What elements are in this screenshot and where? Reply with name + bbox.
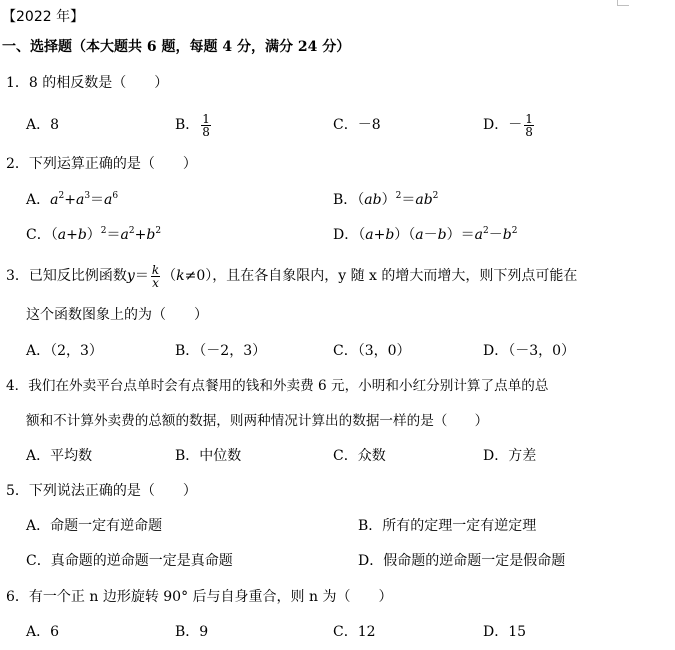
option-d: D．$(a+b)(a-b)=a^2-b^2$: [333, 226, 518, 243]
option-b: B．9: [175, 624, 209, 640]
question-2-options-row2: [0, 222, 675, 248]
option-b: B． $\frac{1}{8}$: [175, 111, 210, 139]
question-6: [0, 584, 675, 610]
question-4-stem-line2: 额和不计算外卖费的总额的数据，则两种情况计算出的数据一样的是（ ）: [26, 413, 489, 429]
question-2-stem: 2．下列运算正确的是（ ）: [6, 156, 197, 172]
section-title: 一、选择题（本大题共 6 题，每题 4 分，满分 24 分）: [2, 39, 351, 55]
question-4-options: [0, 443, 675, 469]
option-d: D．－ $\frac{1}{8}$: [483, 111, 533, 139]
option-b: B．中位数: [175, 448, 242, 464]
question-6-stem: 6．有一个正 n 边形旋转 90° 后与自身重合，则 n 为（ ）: [6, 589, 393, 605]
question-3-line2: [0, 302, 675, 328]
question-2: [0, 151, 675, 177]
crop-mark: [617, 5, 629, 6]
option-a: A．命题一定有逆命题: [26, 518, 163, 534]
option-a: A．平均数: [26, 448, 93, 464]
question-5-options-row2: [0, 548, 675, 574]
question-4-line2: [0, 408, 675, 434]
option-c: C．众数: [333, 448, 386, 464]
option-a: A．6: [26, 624, 60, 640]
question-1-stem: 1．8 的相反数是（ ）: [6, 75, 169, 91]
question-3-stem-line2: 这个函数图象上的为（ ）: [26, 307, 208, 323]
question-3: [0, 260, 675, 292]
option-c: C．（3，0）: [333, 343, 411, 359]
option-c: C．$(a+b)^2=a^2+b^2$: [26, 226, 162, 243]
question-6-options: [0, 619, 675, 645]
option-c: C．12: [333, 624, 376, 640]
option-d: D．15: [483, 624, 527, 640]
question-4-stem-line1: 4．我们在外卖平台点单时会有点餐用的钱和外卖费 6 元，小明和小红分别计算了点单的总: [6, 378, 549, 394]
option-a: A．8: [26, 117, 60, 133]
option-a: A．（2，3）: [26, 343, 103, 359]
fraction: $\frac{1}{8}$: [525, 111, 533, 139]
question-2-options-row1: [0, 187, 675, 213]
question-5-options-row1: [0, 513, 675, 539]
question-5: [0, 478, 675, 504]
question-1: [0, 70, 675, 96]
option-d: D．假命题的逆命题一定是假命题: [358, 553, 566, 569]
option-b: B．$(ab)^2=ab^2$: [333, 191, 439, 208]
option-a: A．$a^2+a^3=a^6$: [26, 191, 119, 208]
question-4: [0, 373, 675, 399]
question-5-stem: 5．下列说法正确的是（ ）: [6, 483, 197, 499]
option-c: C．－8: [333, 117, 381, 133]
question-3-stem: 3．已知反比例函数y＝ $\frac{k}{x}$ （k≠0），且在各自象限内，y 随 x 的增大而增大，则下列点可能在: [6, 262, 578, 290]
fraction: $\frac{k}{x}$: [151, 262, 160, 290]
option-b: B．（－2，3）: [175, 343, 267, 359]
option-c: C．真命题的逆命题一定是真命题: [26, 553, 233, 569]
year-header: 【2022 年】: [2, 9, 85, 25]
question-3-options: [0, 338, 675, 364]
fraction: $\frac{1}{8}$: [202, 111, 210, 139]
question-1-options: [0, 110, 675, 140]
option-d: D．方差: [483, 448, 537, 464]
option-b: B．所有的定理一定有逆定理: [358, 518, 537, 534]
option-d: D．（－3，0）: [483, 343, 576, 359]
